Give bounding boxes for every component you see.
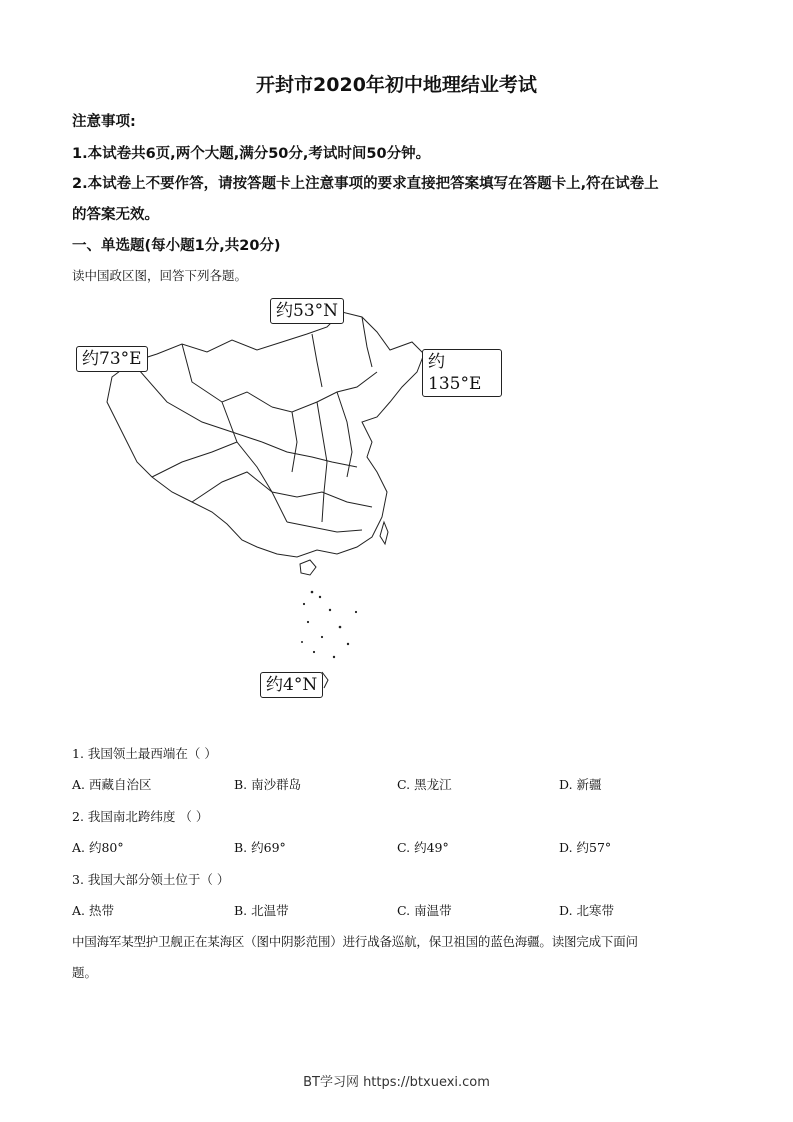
question-3-option-d[interactable]: D. 北寒带: [559, 903, 615, 918]
callout-north-latitude: 约53°N: [270, 298, 344, 324]
callout-east-longitude: 约135°E: [422, 349, 502, 397]
exam-title: 开封市2020年初中地理结业考试: [256, 74, 537, 96]
page-footer[interactable]: BT学习网 https://btxuexi.com: [303, 1075, 490, 1090]
notes-heading: 注意事项:: [72, 114, 136, 130]
question-1-option-a[interactable]: A. 西藏自治区: [72, 777, 152, 792]
south-china-sea-islands: [301, 591, 357, 658]
question-2-option-d[interactable]: D. 约57°: [559, 840, 612, 855]
section-intro: 读中国政区图，回答下列各题。: [72, 268, 248, 283]
notes-item-2-line-1: 2.本试卷上不要作答，请按答题卡上注意事项的要求直接把答案填写在答题卡上,符在试卷上: [72, 176, 659, 192]
callout-south-latitude: 约4°N: [260, 672, 323, 698]
question-1-option-b[interactable]: B. 南沙群岛: [234, 777, 302, 792]
question-2-option-c[interactable]: C. 约49°: [397, 840, 449, 855]
callout-west-longitude: 约73°E: [76, 346, 148, 372]
question-3-option-c[interactable]: C. 南温带: [397, 903, 452, 918]
taiwan-island: [380, 522, 388, 544]
notes-item-2-line-2: 的答案无效。: [72, 207, 159, 223]
hainan-island: [300, 560, 316, 575]
question-2-stem: 2. 我国南北跨纬度 （ ）: [72, 809, 209, 824]
question-1-stem: 1. 我国领土最西端在（ ）: [72, 746, 217, 761]
passage-line-1: 中国海军某型护卫舰正在某海区（图中阴影范围）进行战备巡航，保卫祖国的蓝色海疆。读图完成下面问: [72, 934, 638, 949]
question-3-stem: 3. 我国大部分领土位于（ ）: [72, 872, 230, 887]
question-3-option-b[interactable]: B. 北温带: [234, 903, 289, 918]
china-map-figure: [72, 292, 502, 702]
question-2-option-b[interactable]: B. 约69°: [234, 840, 286, 855]
mainland-border: [107, 312, 424, 557]
passage-line-2: 题。: [72, 965, 98, 980]
question-3-option-a[interactable]: A. 热带: [72, 903, 114, 918]
section-heading: 一、单选题(每小题1分,共20分): [72, 238, 281, 254]
question-2-option-a[interactable]: A. 约80°: [72, 840, 124, 855]
question-1-option-c[interactable]: C. 黑龙江: [397, 777, 452, 792]
question-1-option-d[interactable]: D. 新疆: [559, 777, 602, 792]
notes-item-1: 1.本试卷共6页,两个大题,满分50分,考试时间50分钟。: [72, 146, 431, 162]
